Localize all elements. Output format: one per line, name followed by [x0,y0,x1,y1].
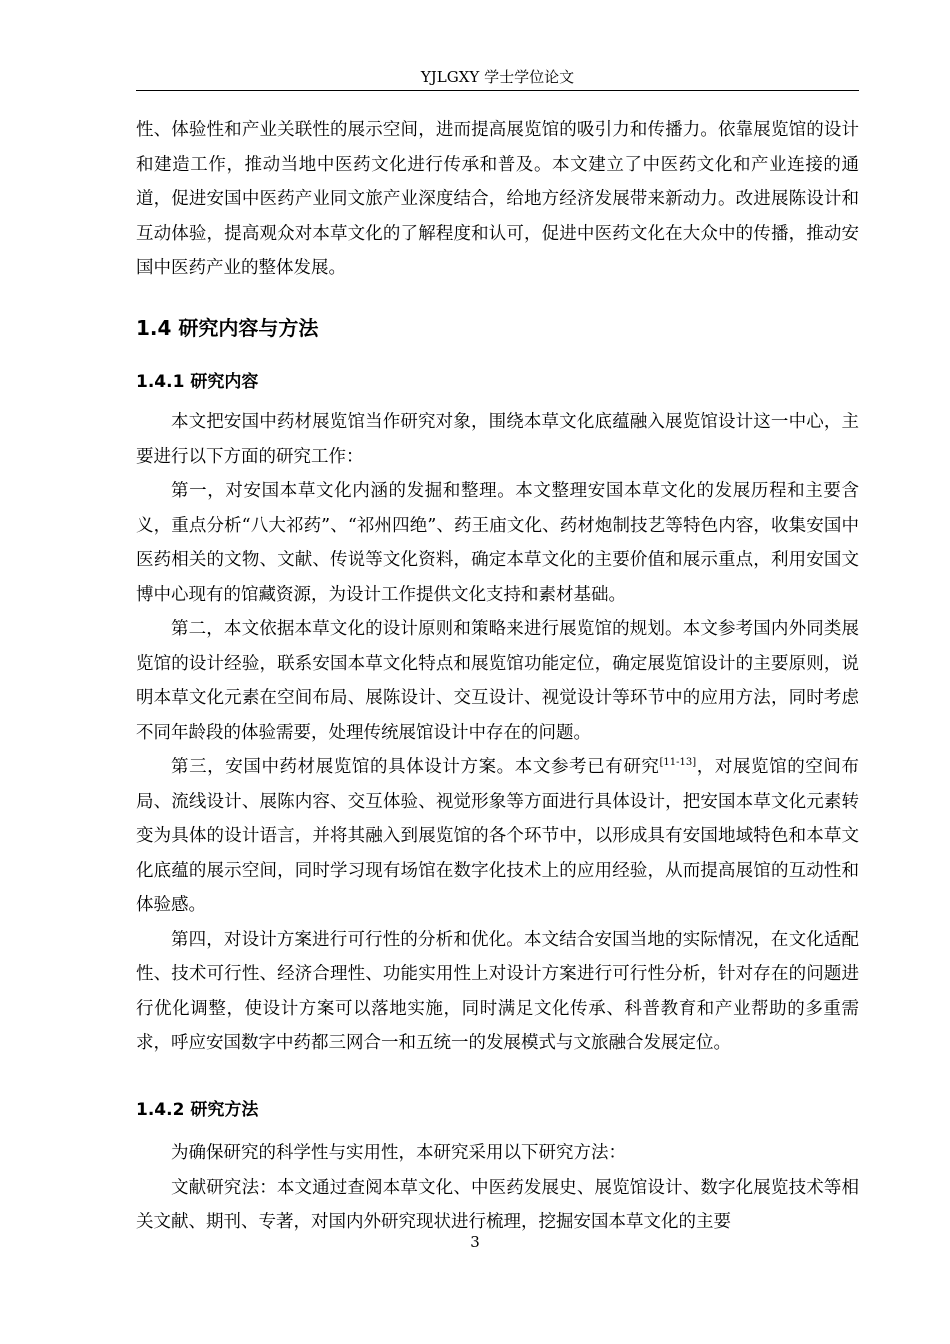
research-method-block [136,1136,859,1240]
intro-paragraph: 性、体验性和产业关联性的展示空间，进而提高展览馆的吸引力和传播力。依靠展览馆的设计和建造工作，推动当地中医药文化进行传承和普及。本文建立了中医药文化和产业连接的通道，促进安国中医药产业同文旅产业深度结合，给地方经济发展带来新动力。改进展陈设计和互动体验，提高观众对本草文化的了解程度和认可，促进中医药文化在大众中的传播，推动安国中医药产业的整体发展。 [136,120,859,278]
paragraph-research-object: 本文把安国中药材展览馆当作研究对象，围绕本草文化底蕴融入展览馆设计这一中心，主要进行以下方面的研究工作： [136,412,859,467]
citation-11-13: [11-13] [659,757,697,769]
intro-block [136,113,859,286]
research-content-block [136,405,859,1061]
subsection-heading-1-4-2: 1.4.2 研究方法 [136,1100,259,1120]
paragraph-third-after: ，对展览馆的空间布局、流线设计、展陈内容、交互体验、视觉形象等方面进行具体设计，把安国本草文化元素转变为具体的设计语言，并将其融入到展览馆的各个环节中，以形成具有安国地域特色和本草文化底蕴的展示空间，同时学习现有场馆在数字化技术上的应用经验，从而提高展馆的互动性和体验感。 [136,757,860,915]
paragraph-first: 第一，对安国本草文化内涵的发掘和整理。本文整理安国本草文化的发展历程和主要含义，重点分析“八大祁药”、“祁州四绝”、药王庙文化、药材炮制技艺等特色内容，收集安国中医药相关的文物、文献、传说等文化资料，确定本草文化的主要价值和展示重点，利用安国文博中心现有的馆藏资源，为设计工作提供文化支持和素材基础。 [136,481,859,605]
paragraph-fourth: 第四，对设计方案进行可行性的分析和优化。本文结合安国当地的实际情况，在文化适配性、技术可行性、经济合理性、功能实用性上对设计方案进行可行性分析，针对存在的问题进行优化调整，使设计方案可以落地实施，同时满足文化传承、科普教育和产业帮助的多重需求，呼应安国数字中药都三网合一和五统一的发展模式与文旅融合发展定位。 [136,929,859,1053]
paragraph-method-intro: 为确保研究的科学性与实用性，本研究采用以下研究方法： [171,1143,626,1163]
paragraph-literature-method: 文献研究法：本文通过查阅本草文化、中医药发展史、展览馆设计、数字化展览技术等相关文献、期刊、专著，对国内外研究现状进行梳理，挖掘安国本草文化的主要 [136,1177,859,1232]
paragraph-third [136,750,859,923]
subsection-heading-1-4-1: 1.4.1 研究内容 [136,372,259,392]
paragraph-third-before: 第三，安国中药材展览馆的具体设计方案。本文参考已有研究 [171,757,660,777]
running-header: YJLGXY 学士学位论文 [136,64,859,91]
page-number: 3 [470,1233,480,1251]
section-heading-1-4: 1.4 研究内容与方法 [136,316,319,340]
paragraph-second: 第二，本文依据本草文化的设计原则和策略来进行展览馆的规划。本文参考国内外同类展览馆的设计经验，联系安国本草文化特点和展览馆功能定位，确定展览馆设计的主要原则，说明本草文化元素在空间布局、展陈设计、交互设计、视觉设计等环节中的应用方法，同时考虑不同年龄段的体验需要，处理传统展馆设计中存在的问题。 [136,619,859,743]
